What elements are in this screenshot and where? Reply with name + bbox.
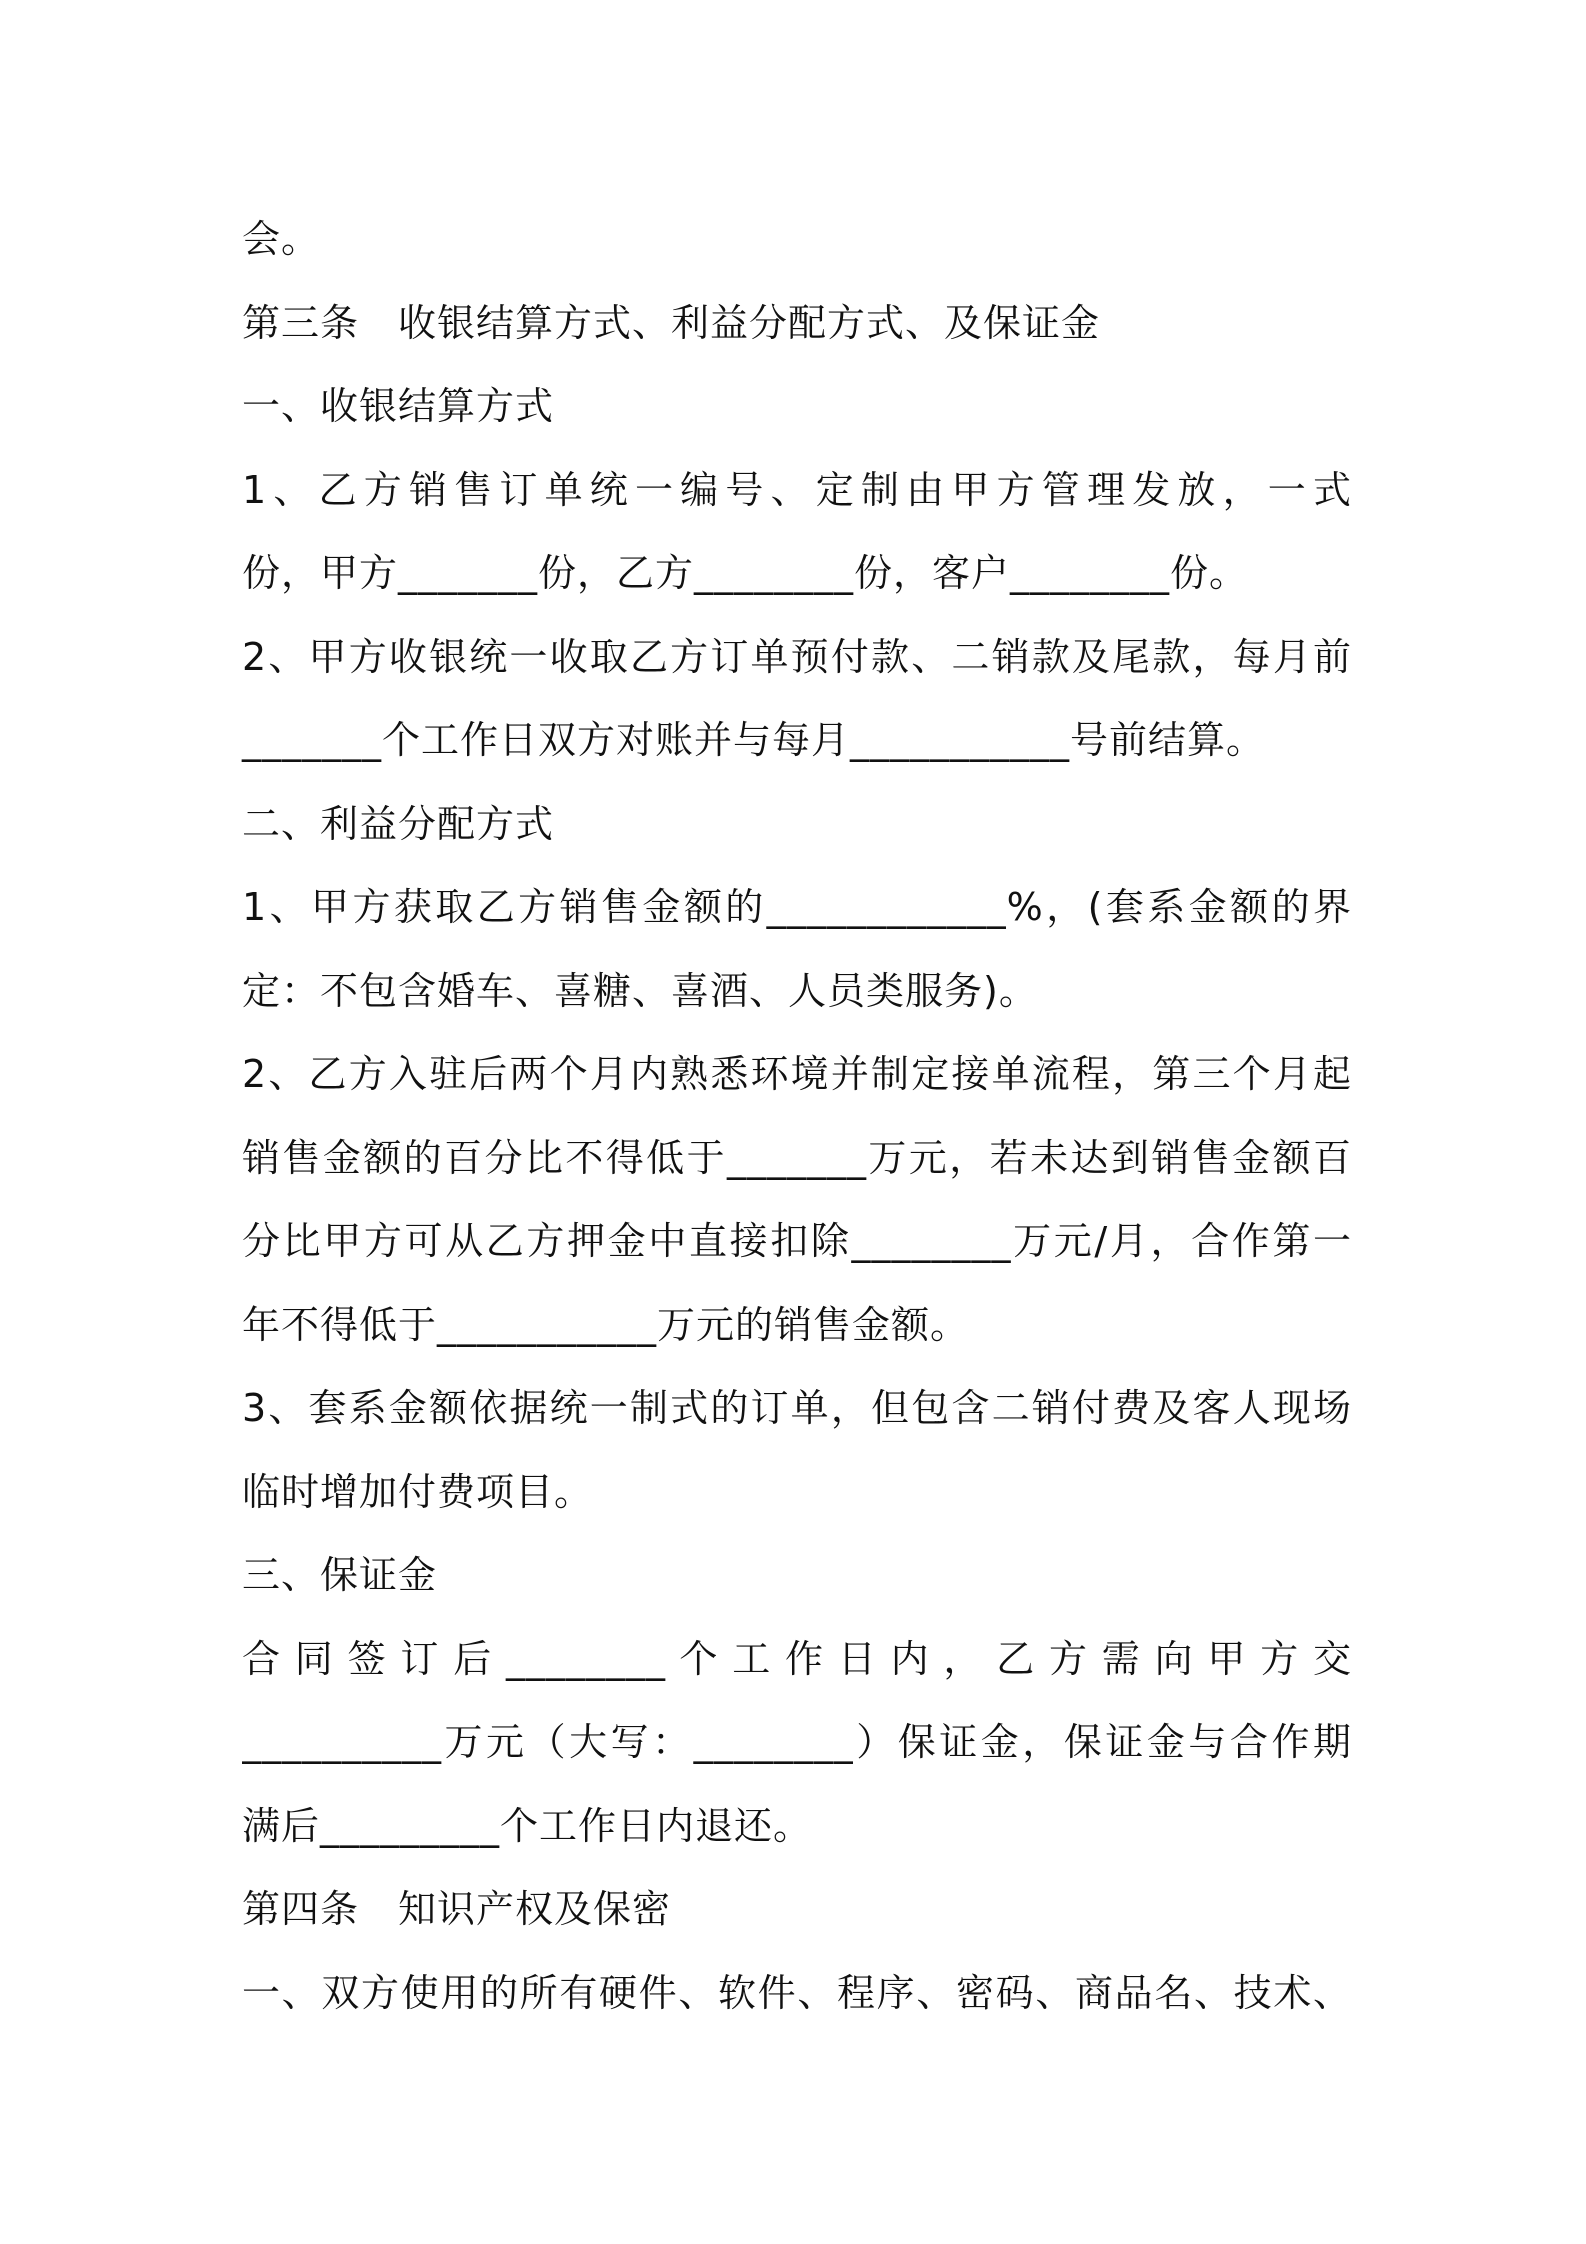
text-line: 分比甲方可从乙方押金中直接扣除________万元/月，合作第一: [242, 1219, 1352, 1263]
text-line: 一、双方使用的所有硬件、软件、程序、密码、商品名、技术、: [242, 1970, 1352, 2015]
subsection-heading-profit-distribution: 二、利益分配方式: [242, 801, 555, 846]
text-line: 2、甲方收银统一收取乙方订单预付款、二销款及尾款，每月前: [242, 634, 1352, 679]
text-line: 临时增加付费项目。: [242, 1469, 594, 1514]
text-line: 年不得低于___________万元的销售金额。: [242, 1302, 970, 1347]
text-line: _______个工作日双方对账并与每月___________号前结算。: [242, 718, 1266, 762]
subsection-heading-deposit: 三、保证金: [242, 1553, 438, 1597]
text-line: 会。: [242, 217, 321, 261]
text-line: 份，甲方_______份，乙方________份，客户________份。: [242, 551, 1249, 595]
text-line: 2、乙方入驻后两个月内熟悉环境并制定接单流程，第三个月起: [242, 1052, 1352, 1096]
text-line: 合 同 签 订 后 ________ 个 工 作 日 内 ， 乙 方 需 向 甲 方 交: [242, 1636, 1352, 1681]
section-heading-article-3: 第三条 收银结算方式、利益分配方式、及保证金: [242, 300, 1101, 345]
text-line: 3、套系金额依据统一制式的订单，但包含二销付费及客人现场: [242, 1386, 1352, 1430]
text-line: 1、甲方获取乙方销售金额的____________%，(套系金额的界: [242, 885, 1352, 929]
section-heading-article-4: 第四条 知识产权及保密: [242, 1887, 672, 1931]
text-line: 满后_________个工作日内退还。: [242, 1803, 813, 1848]
contract-text: [242, 198, 1352, 2035]
text-line: __________万元（大写：________）保证金，保证金与合作期: [242, 1720, 1352, 1764]
text-line: 销售金额的百分比不得低于_______万元，若未达到销售金额百: [242, 1135, 1352, 1180]
text-line: 定：不包含婚车、喜糖、喜酒、人员类服务)。: [242, 968, 1038, 1013]
text-line: 1、乙方销售订单统一编号、定制由甲方管理发放，一式: [242, 467, 1352, 512]
subsection-heading-cashier-settlement: 一、收银结算方式: [242, 384, 555, 428]
